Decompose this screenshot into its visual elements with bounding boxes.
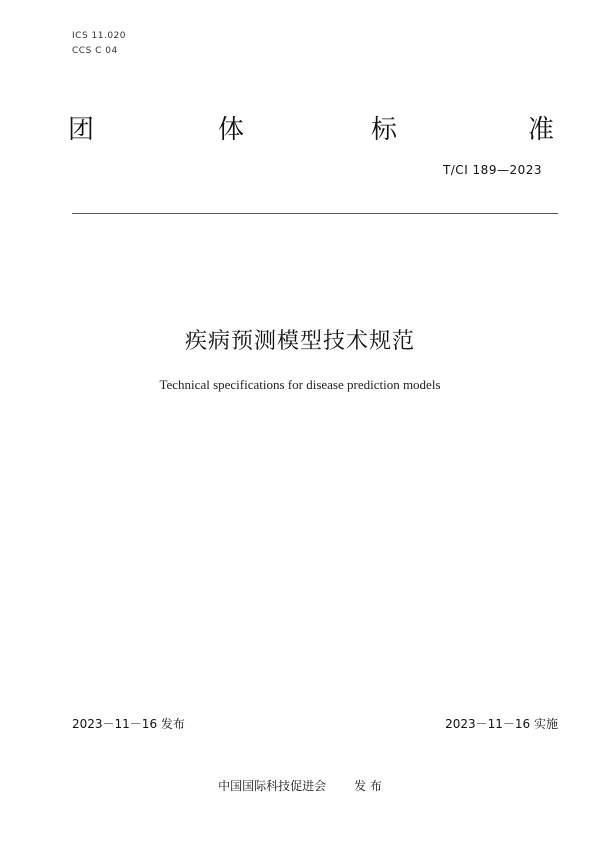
standard-type-char-2: 体	[218, 115, 245, 145]
header-divider	[72, 213, 558, 214]
classification-codes	[72, 29, 126, 59]
issuer-line	[0, 777, 600, 794]
issuer-organization: 中国国际科技促进会	[218, 779, 327, 793]
issuer-action: 发 布	[354, 779, 382, 793]
document-title-english: Technical specifications for disease prediction models	[159, 377, 441, 392]
ccs-code: CCS C 04	[72, 46, 118, 56]
standard-type-char-4: 准	[528, 115, 555, 145]
implementation-date: 2023－11－16 实施	[445, 717, 558, 731]
issue-date: 2023－11－16 发布	[72, 717, 185, 731]
standard-type-char-3: 标	[371, 115, 398, 145]
ics-code: ICS 11.020	[72, 31, 127, 41]
standard-number: T/CI 189—2023	[442, 163, 542, 177]
document-title-chinese: 疾病预测模型技术规范	[184, 329, 415, 354]
standard-type-char-1: 团	[68, 115, 95, 145]
